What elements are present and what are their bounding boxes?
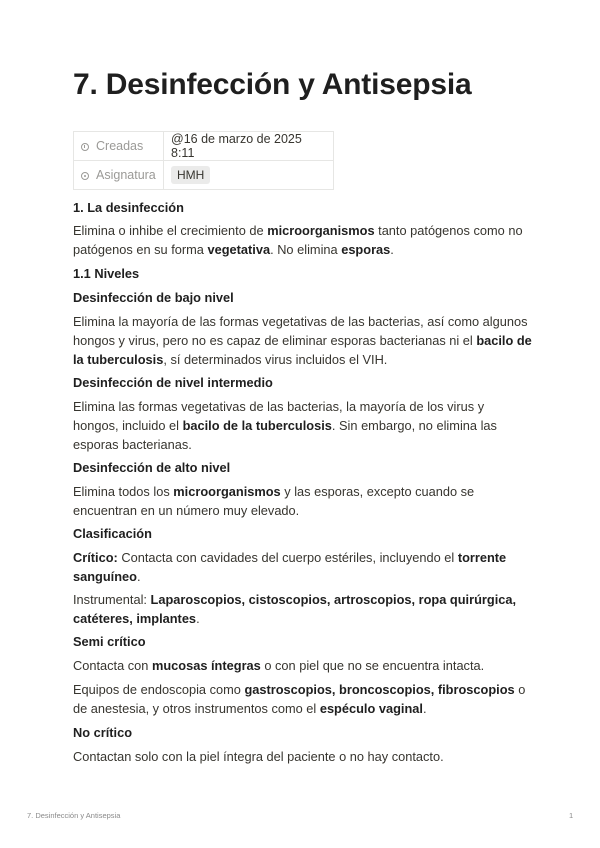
section-heading-desinfeccion: 1. La desinfección xyxy=(73,200,184,215)
paragraph-semi-critico-2: Equipos de endoscopia como gastroscopios, broncoscopios, fibroscopios o de anestesia, y otros instrumentos como el espéculo vaginal. xyxy=(73,682,526,716)
created-date-value: @16 de marzo de 2025 8:11 xyxy=(171,132,302,160)
subheading-semi-critico: Semi crítico xyxy=(73,634,146,649)
footer-page-number: 1 xyxy=(569,811,574,820)
property-value-cell xyxy=(164,132,334,161)
subheading-alto-nivel: Desinfección de alto nivel xyxy=(73,460,231,475)
footer-document-title: 7. Desinfección y Antisepsia xyxy=(27,811,121,820)
property-key-cell xyxy=(74,132,164,161)
paragraph-alto-nivel: Elimina todos los microorganismos y las esporas, excepto cuando se encuentran en un número muy elevado. xyxy=(73,484,475,518)
paragraph-instrumental: Instrumental: Laparoscopios, cistoscopios, artroscopios, ropa quirúrgica, catéteres, implantes. xyxy=(73,592,517,626)
subject-tag: HMH xyxy=(171,166,210,184)
page-title: 7. Desinfección y Antisepsia xyxy=(73,68,472,101)
property-row-created xyxy=(74,132,334,161)
subheading-clasificacion: Clasificación xyxy=(73,526,152,541)
paragraph-nivel-intermedio: Elimina las formas vegetativas de las bacterias, la mayoría de los virus y hongos, incluido el bacilo de la tuberculosis. Sin embargo, no elimina las esporas bacterianas. xyxy=(73,399,497,452)
subheading-no-critico: No crítico xyxy=(73,725,133,740)
property-key-cell xyxy=(74,161,164,190)
paragraph-desinfeccion: Elimina o inhibe el crecimiento de microorganismos tanto patógenos como no patógenos en su forma vegetativa. No elimina esporas. xyxy=(73,223,523,257)
paragraph-no-critico: Contactan solo con la piel íntegra del paciente o no hay contacto. xyxy=(73,749,444,764)
paragraph-critico: Crítico: Contacta con cavidades del cuerpo estériles, incluyendo el torrente sanguíneo. xyxy=(73,550,507,584)
property-value-cell xyxy=(164,161,334,190)
clock-icon xyxy=(81,143,89,151)
property-key: Asignatura xyxy=(96,168,156,182)
paragraph-bajo-nivel: Elimina la mayoría de las formas vegetativas de las bacterias, así como algunos hongos y virus, pero no es capaz de eliminar esporas bacterianas ni el bacilo de la tuberculosis, sí determinados virus incluidos el VIH. xyxy=(73,314,532,367)
select-icon xyxy=(81,172,89,180)
subheading-niveles: 1.1 Niveles xyxy=(73,266,140,281)
property-row-subject xyxy=(74,161,334,190)
subheading-bajo-nivel: Desinfección de bajo nivel xyxy=(73,290,234,305)
properties-table xyxy=(73,131,334,190)
paragraph-semi-critico-1: Contacta con mucosas íntegras o con piel que no se encuentra intacta. xyxy=(73,658,485,673)
subheading-nivel-intermedio: Desinfección de nivel intermedio xyxy=(73,375,273,390)
property-key: Creadas xyxy=(96,139,144,153)
